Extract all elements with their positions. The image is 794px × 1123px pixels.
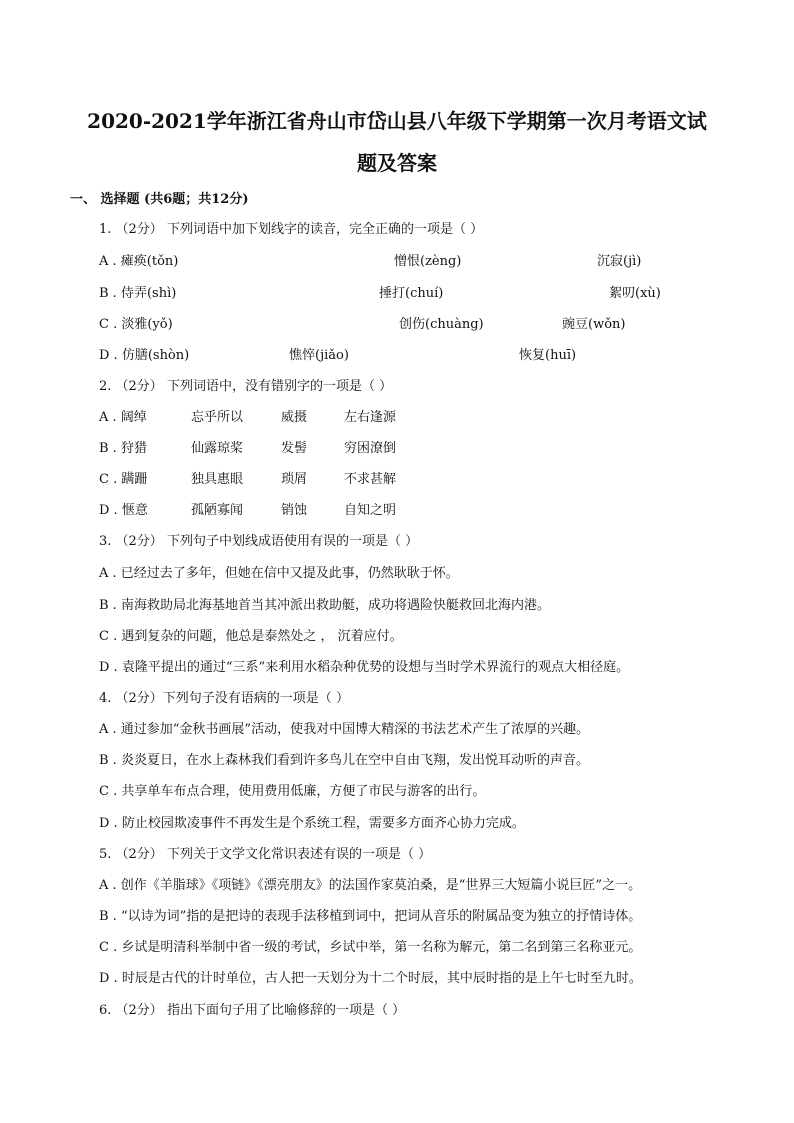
document-title-line-1: 2020-2021学年浙江省舟山市岱山县八年级下学期第一次月考语文试 bbox=[87, 109, 707, 133]
question-5-option-c: C . 乡试是明清科举制中省一级的考试，乡试中举，第一名称为解元，第二名到第三名称亚元。 bbox=[99, 940, 642, 955]
option-word: 憔悴(jiǎo) bbox=[289, 348, 349, 363]
question-1-stem: 1. （2分） 下列词语中加下划线字的读音，完全正确的一项是（ ） bbox=[99, 222, 484, 237]
option-word: C . 淡雅(yǒ) bbox=[99, 317, 173, 332]
question-3-option-a: A . 已经过去了多年，但她在信中又提及此事，仍然耿耿于怀。 bbox=[99, 566, 459, 581]
option-word: D . 惬意 bbox=[99, 503, 148, 518]
option-word: 恢复(huī) bbox=[519, 348, 577, 363]
option-word: 不求甚解 bbox=[344, 472, 397, 487]
option-word: A . 阔绰 bbox=[99, 410, 147, 425]
question-2-stem: 2. （2分） 下列词语中，没有错别字的一项是（ ） bbox=[99, 379, 393, 394]
option-word: 销蚀 bbox=[281, 503, 308, 518]
option-word: 捶打(chuí) bbox=[379, 286, 444, 301]
question-3-stem: 3. （2分） 下列句子中划线成语使用有误的一项是（ ） bbox=[99, 534, 419, 549]
option-word: A . 瘫痪(tǒn) bbox=[99, 254, 179, 269]
document-title-line-2: 题及答案 bbox=[357, 151, 437, 175]
option-word: 独具惠眼 bbox=[191, 472, 244, 487]
option-word: 发髻 bbox=[281, 441, 308, 456]
option-word: 威摄 bbox=[281, 410, 308, 425]
option-word: 创伤(chuàng) bbox=[399, 317, 484, 332]
option-word: 琐屑 bbox=[281, 472, 308, 487]
option-word: 左右逢源 bbox=[344, 410, 397, 425]
option-word: 孤陋寡闻 bbox=[191, 503, 244, 518]
section-heading: 一、 选择题 (共6题；共12分) bbox=[70, 192, 249, 207]
question-4-option-b: B . 炎炎夏日，在水上森林我们看到许多鸟儿在空中自由飞翔，发出悦耳动听的声音。 bbox=[99, 753, 589, 768]
question-5-option-d: D . 时辰是古代的计时单位，古人把一天划分为十二个时辰，其中辰时指的是上午七时至九时。 bbox=[99, 971, 642, 986]
question-4-stem: 4. （2分）下列句子没有语病的一项是（ ） bbox=[99, 691, 349, 706]
option-word: C . 蹒跚 bbox=[99, 472, 148, 487]
option-word: 憎恨(zèng) bbox=[394, 254, 462, 269]
option-word: D . 仿膳(shòn) bbox=[99, 348, 190, 363]
question-5-option-b: B . “以诗为词”指的是把诗的表现手法移植到词中，把词从音乐的附属品变为独立的抒情诗体。 bbox=[99, 909, 642, 924]
option-word: 仙露琼桨 bbox=[191, 441, 244, 456]
question-4-option-c: C . 共享单车布点合理，使用费用低廉，方便了市民与游客的出行。 bbox=[99, 784, 486, 799]
question-5-stem: 5. （2分） 下列关于文学文化常识表述有误的一项是（ ） bbox=[99, 847, 432, 862]
question-4-option-a: A . 通过参加“金秋书画展”活动，使我对中国博大精深的书法艺术产生了浓厚的兴趣。 bbox=[99, 722, 590, 737]
question-6-stem: 6. （2分） 指出下面句子用了比喻修辞的一项是（ ） bbox=[99, 1003, 406, 1018]
question-3-option-d: D . 袁隆平提出的通过“三系”来利用水稻杂种优势的设想与当时学术界流行的观点大相径庭。 bbox=[99, 660, 630, 675]
question-3-option-b: B . 南海救助局北海基地首当其冲派出救助艇，成功将遇险快艇救回北海内港。 bbox=[99, 598, 550, 613]
option-word: 豌豆(wǒn) bbox=[562, 317, 626, 332]
option-word: B . 侍弄(shì) bbox=[99, 286, 177, 301]
option-word: 忘乎所以 bbox=[191, 410, 244, 425]
option-word: 自知之明 bbox=[344, 503, 397, 518]
option-word: 穷困潦倒 bbox=[344, 441, 397, 456]
question-4-option-d: D . 防止校园欺凌事件不再发生是个系统工程，需要多方面齐心协力完成。 bbox=[99, 816, 525, 831]
question-3-option-c: C . 遇到复杂的问题，他总是泰然处之 ， 沉着应付。 bbox=[99, 629, 403, 644]
option-word: 絮叨(xù) bbox=[609, 286, 661, 301]
option-word: B . 狩猎 bbox=[99, 441, 147, 456]
option-word: 沉寂(jì) bbox=[597, 254, 642, 269]
question-5-option-a: A . 创作《羊脂球》《项链》《漂亮朋友》的法国作家莫泊桑，是“世界三大短篇小说巨匠”之一。 bbox=[99, 878, 642, 893]
